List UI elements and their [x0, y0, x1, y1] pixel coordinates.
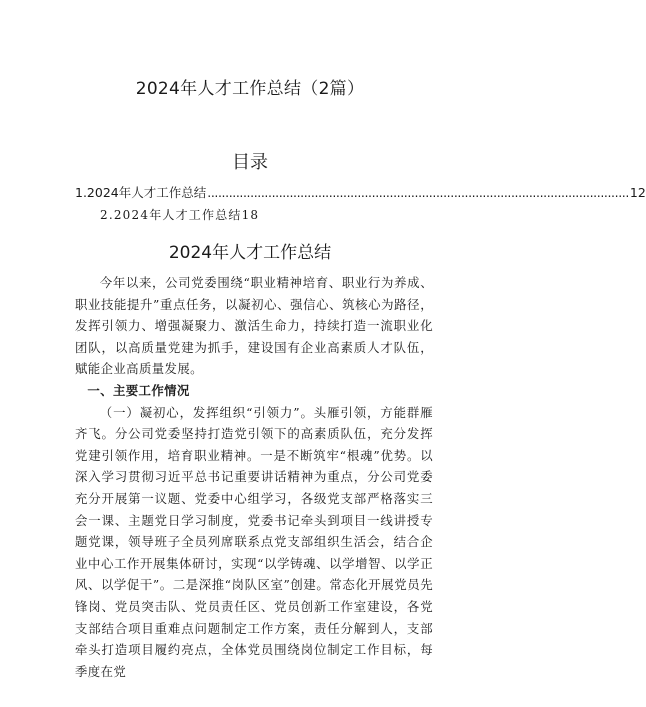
toc-entry-1[interactable]: [75, 183, 646, 201]
body-paragraph: （一）凝初心，发挥组织“引领力”。头雁引领，方能群雁齐飞。分公司党委坚持打造党引领下的高素质队伍，充分发挥党建引领作用，培育职业精神。一是不断筑牢“根魂”优势。以深入学习贯彻习近平总书记重要讲话精神为重点，分公司党委充分开展第一议题、党委中心组学习，各级党支部严格落实三会一课、主题党日学习制度，党委书记牵头到项目一线讲授专题党课，领导班子全员列席联系点党支部组织生活会，结合企业中心工作开展集体研讨，实现“以学铸魂、以学增智、以学正风、以学促干”。二是深推“岗队区室”创建。常态化开展党员先锋岗、党员突击队、党员责任区、党员创新工作室建设，各党支部结合项目重难点问题制定工作方案，责任分解到人，支部牵头打造项目履约亮点，全体党员围绕岗位制定工作目标，每季度在党: [75, 404, 433, 679]
toc-entry-page: 12: [629, 185, 646, 200]
section-title: 2024年人才工作总结: [168, 243, 332, 263]
section-heading: 一、主要工作情况: [87, 382, 190, 398]
toc-entry-2[interactable]: [100, 206, 259, 223]
body-text: [75, 272, 433, 682]
toc-entry-label: 1.2024年人才工作总结: [75, 185, 207, 200]
toc-heading: 目录: [232, 152, 268, 173]
toc-leader-dots: ......................................................................................................................: [207, 185, 629, 200]
document-title: 2024年人才工作总结（2篇）: [135, 79, 365, 99]
toc-entry-label: 2.2024年人才工作总结18: [100, 208, 260, 222]
intro-paragraph: 今年以来，公司党委围绕“职业精神培育、职业行为养成、职业技能提升”重点任务，以凝初心、强信心、筑核心为路径，发挥引领力、增强凝聚力、激活生命力，持续打造一流职业化团队，以高质量党建为抓手，建设国有企业高素质人才队伍，赋能企业高质量发展。: [75, 275, 433, 377]
